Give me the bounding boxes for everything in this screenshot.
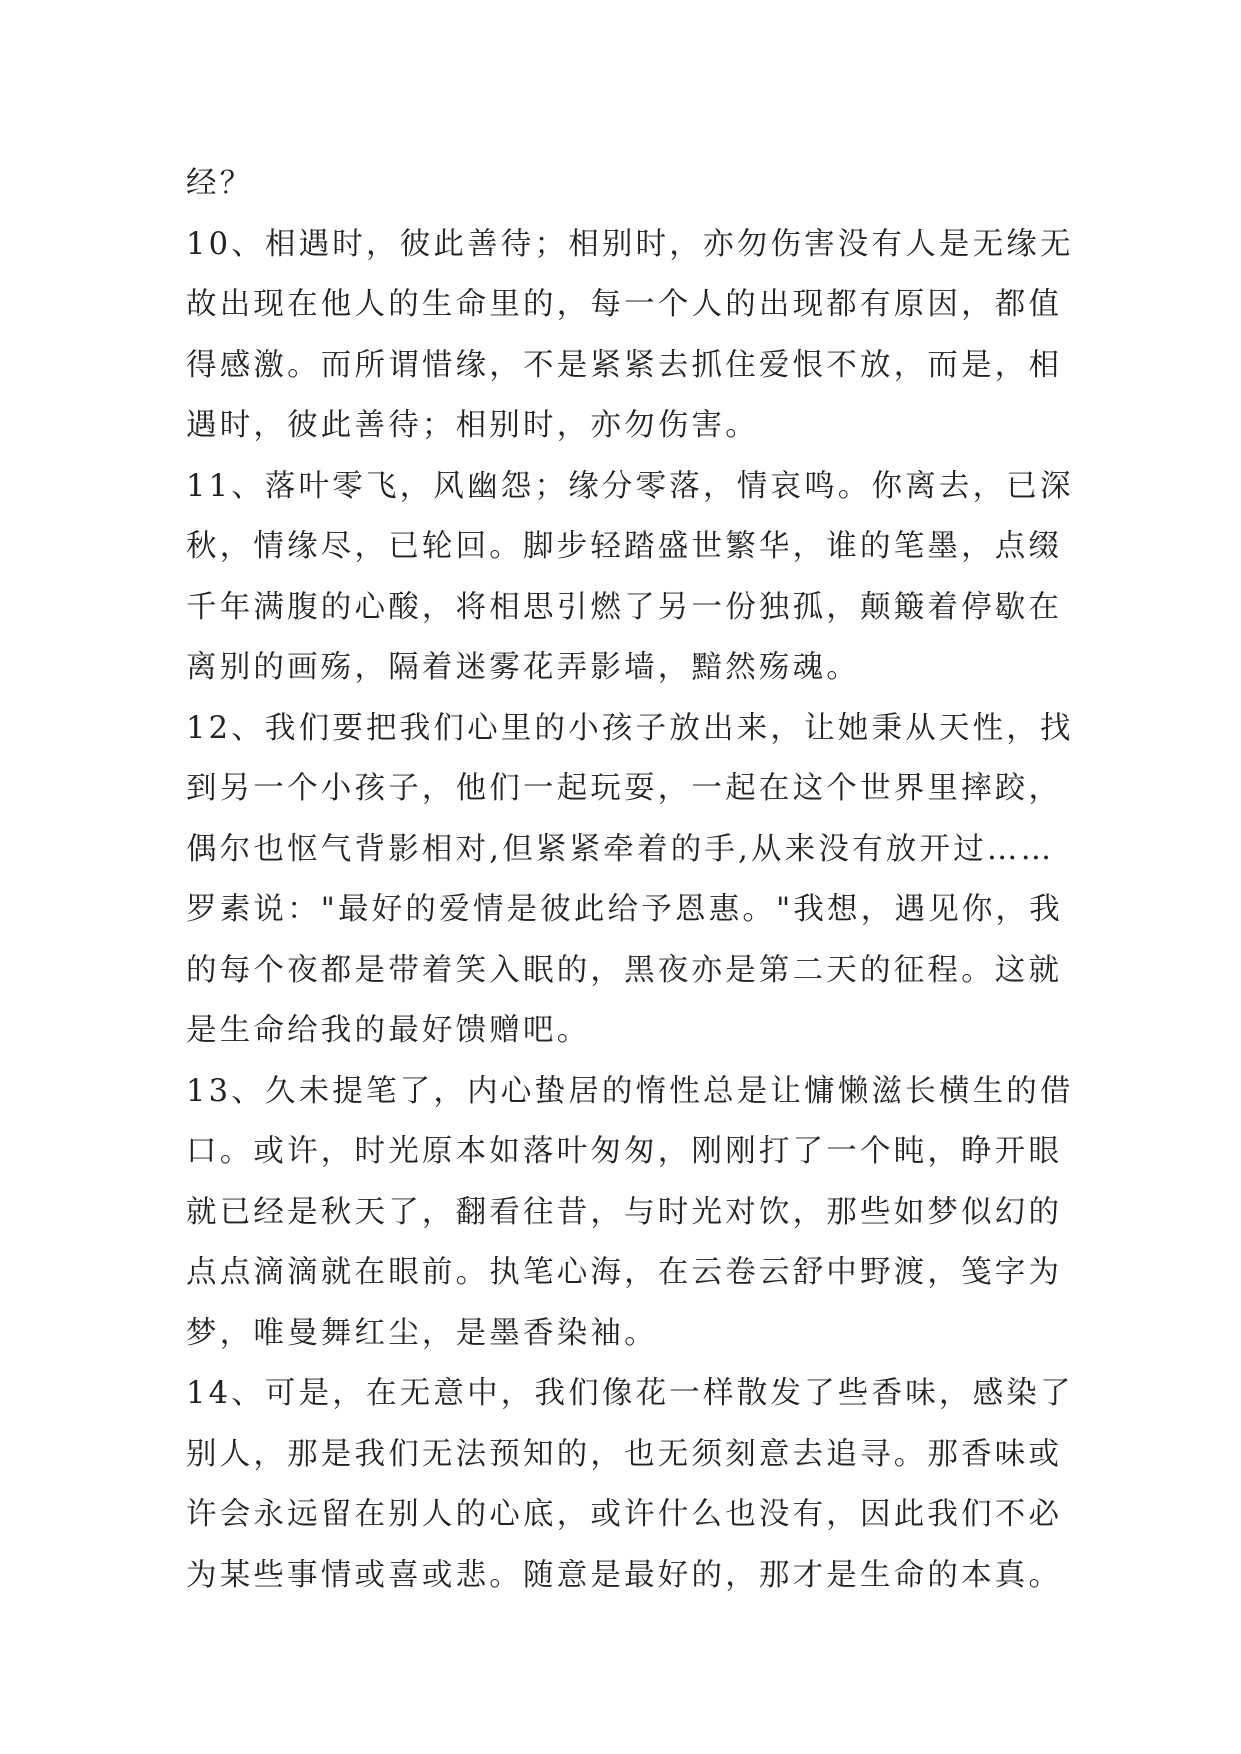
text-line: 口。或许，时光原本如落叶匆匆，刚刚打了一个盹，睁开眼: [186, 1134, 1063, 1169]
text-line: 12、我们要把我们心里的小孩子放出来，让她秉从天性，找: [186, 710, 1074, 746]
text-line: 的每个夜都是带着笑入眠的，黑夜亦是第二天的征程。这就: [186, 952, 1063, 988]
text-line: 就已经是秋天了，翻看往昔，与时光对饮，那些如梦似幻的: [186, 1194, 1063, 1230]
text-line: 罗素说："最好的爱情是彼此给予恩惠。"我想，遇见你，我: [186, 892, 1063, 927]
document-body: [186, 154, 1074, 1606]
text-line: 10、相遇时，彼此善待；相别时，亦勿伤害没有人是无缘无: [186, 226, 1074, 262]
text-line: 得感激。而所谓惜缘，不是紧紧去抓住爱恨不放，而是，相: [186, 347, 1063, 383]
text-line: 偶尔也怄气背影相对,但紧紧牵着的手,从来没有放开过……: [186, 831, 1055, 867]
text-line: 13、久未提笔了，内心蛰居的惰性总是让慵懒滋长横生的借: [186, 1073, 1074, 1109]
text-line: 经？: [186, 166, 254, 201]
text-line: 11、落叶零飞，风幽怨；缘分零落，情哀鸣。你离去，已深: [186, 468, 1074, 504]
text-line: 故出现在他人的生命里的，每一个人的出现都有原因，都值: [186, 287, 1063, 322]
text-line: 梦，唯曼舞红尘，是墨香染袖。: [186, 1315, 658, 1351]
text-line: 到另一个小孩子，他们一起玩耍，一起在这个世界里摔跤，: [186, 771, 1063, 806]
text-line: 千年满腹的心酸，将相思引燃了另一份独孤，颠簸着停歇在: [186, 589, 1063, 625]
text-line: 是生命给我的最好馈赠吧。: [186, 1013, 591, 1048]
text-line: 秋，情缘尽，已轮回。脚步轻踏盛世繁华，谁的笔墨，点缀: [186, 529, 1063, 564]
text-line: 离别的画殇，隔着迷雾花弄影墙，黯然殇魂。: [186, 650, 860, 685]
text-line: 点点滴滴就在眼前。执笔心海，在云卷云舒中野渡，笺字为: [186, 1255, 1063, 1290]
text-line: 14、可是，在无意中，我们像花一样散发了些香味，感染了: [186, 1376, 1074, 1411]
text-line: 许会永远留在别人的心底，或许什么也没有，因此我们不必: [186, 1497, 1063, 1532]
text-line: 别人，那是我们无法预知的，也无须刻意去追寻。那香味或: [186, 1436, 1063, 1472]
text-line: 遇时，彼此善待；相别时，亦勿伤害。: [186, 408, 759, 443]
text-line: 为某些事情或喜或悲。随意是最好的，那才是生命的本真。: [186, 1557, 1063, 1593]
